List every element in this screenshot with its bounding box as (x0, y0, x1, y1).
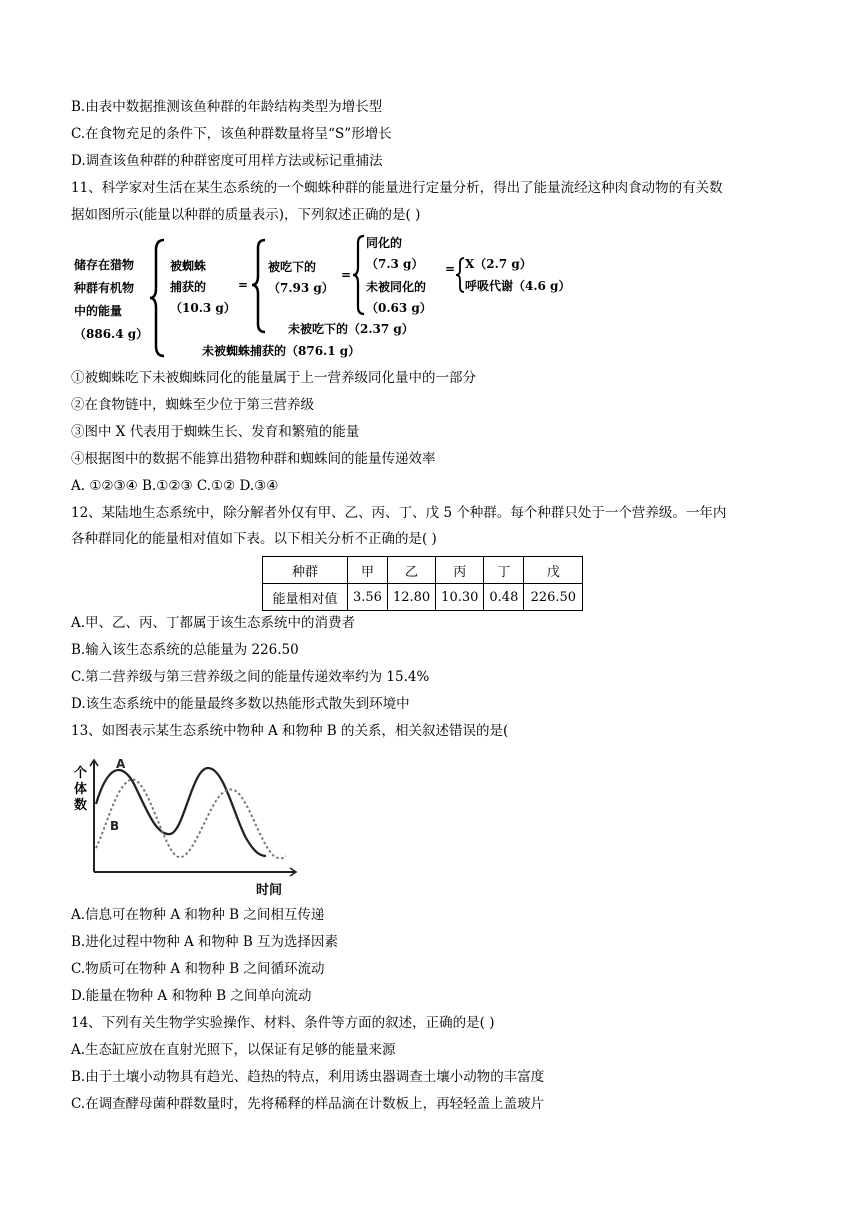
brace-caught (252, 238, 268, 334)
question-13-option-a: A.信息可在物种 A 和物种 B 之间相互传递 (71, 907, 325, 923)
x-axis-label: 时间 (256, 883, 283, 898)
question-13-option-d: D.能量在物种 A 和物种 B 之间单向流动 (71, 988, 312, 1004)
table-header-cell: 丁 (484, 557, 524, 584)
prey-energy-label: 储存在猎物 种群有机物 中的能量 （886.4 g） (74, 258, 149, 341)
question-14-option-b: B.由于土壤小动物具有趋光、趋热的特点，利用诱虫器调查土壤小动物的丰富度 (71, 1069, 545, 1085)
table-cell: 3.56 (348, 584, 388, 611)
question-13-option-c: C.物质可在物种 A 和物种 B 之间循环流动 (71, 961, 325, 977)
caught-label: 被蜘蛛 捕获的 （10.3 g） (170, 259, 236, 315)
table-header-cell: 乙 (387, 557, 435, 584)
statement-3: ③图中 X 代表用于蜘蛛生长、发育和繁殖的能量 (71, 424, 360, 440)
table-header-cell: 戊 (524, 557, 583, 584)
not-assimilated-label: 未被同化的 （0.63 g） (366, 280, 432, 315)
table-cell: 能量相对值 (263, 584, 348, 611)
brace-eaten (353, 234, 367, 316)
question-12-stem: 12、某陆地生态系统中，除分解者外仅有甲、乙、丙、丁、戊 5 个种群。每个种群只处于一个营养级。一年内 (71, 505, 727, 521)
not-eaten-label: 未被吃下的（2.37 g） (288, 322, 414, 336)
question-13-option-b: B.进化过程中物种 A 和物种 B 互为选择因素 (71, 934, 339, 950)
option-c-line: C.在食物充足的条件下，该鱼种群数量将呈“S”形增长 (71, 126, 392, 142)
statement-1: ①被蜘蛛吃下未被蜘蛛同化的能量属于上一营养级同化量中的一部分 (71, 370, 476, 386)
table-cell: 226.50 (524, 584, 583, 611)
equals-sign-1: = (238, 278, 249, 292)
eaten-label: 被吃下的 （7.93 g） (268, 260, 334, 295)
table-cell: 10.30 (436, 584, 484, 611)
question-14-option-c: C.在调查酵母菌种群数量时，先将稀释的样品滴在计数板上，再轻轻盖上盖玻片 (71, 1096, 545, 1112)
question-12-option-b: B.输入该生态系统的总能量为 226.50 (71, 642, 299, 658)
species-a-curve (96, 768, 266, 856)
assimilated-label: 同化的 （7.3 g） (366, 236, 424, 271)
question-12-option-a: A.甲、乙、丙、丁都属于该生态系统中的消费者 (71, 615, 356, 631)
equals-sign-3: = (445, 262, 456, 276)
energy-table (262, 556, 583, 611)
question-13-stem: 13、如图表示某生态系统中物种 A 和物种 B 的关系，相关叙述错误的是( (71, 723, 509, 739)
x-energy-label: X（2.7 g） (465, 257, 532, 271)
statement-4: ④根据图中的数据不能算出猎物种群和蜘蛛间的能量传递效率 (71, 451, 436, 467)
question-14-stem: 14、下列有关生物学实验操作、材料、条件等方面的叙述，正确的是( ) (71, 1015, 495, 1031)
option-d-line: D.调查该鱼种群的种群密度可用样方法或标记重捕法 (71, 153, 383, 169)
table-row (263, 584, 583, 611)
table-header-row (263, 557, 583, 584)
table-header-cell: 甲 (348, 557, 388, 584)
equals-sign-2: = (341, 268, 352, 282)
question-12-option-c: C.第二营养级与第三营养级之间的能量传递效率约为 15.4% (71, 669, 430, 685)
respiration-label: 呼吸代谢（4.6 g） (465, 279, 571, 293)
table-cell: 12.80 (387, 584, 435, 611)
y-axis-label: 个 体 数 (74, 766, 88, 813)
species-b-label: B (110, 819, 120, 833)
question-11-stem-cont: 据如图所示(能量以种群的质量表示)，下列叙述正确的是( ) (71, 207, 421, 223)
table-header-cell: 种群 (263, 557, 348, 584)
species-a-label: A (116, 757, 126, 771)
not-caught-label: 未被蜘蛛捕获的（876.1 g） (202, 344, 361, 358)
population-graph (70, 752, 310, 906)
question-14-option-a: A.生态缸应放在直射光照下，以保证有足够的能量来源 (71, 1042, 396, 1058)
statement-2: ②在食物链中，蜘蛛至少位于第三营养级 (71, 397, 314, 413)
question-11-options: A. ①②③④ B.①②③ C.①② D.③④ (71, 478, 279, 494)
option-b-line: B.由表中数据推测该鱼种群的年龄结构类型为增长型 (71, 99, 383, 115)
brace-prey (150, 238, 170, 358)
table-cell: 0.48 (484, 584, 524, 611)
question-12-option-d: D.该生态系统中的能量最终多数以热能形式散失到环境中 (71, 696, 410, 712)
question-11-stem: 11、科学家对生活在某生态系统的一个蜘蛛种群的能量进行定量分析，得出了能量流经这种肉食动物的有关数 (71, 180, 723, 196)
table-header-cell: 丙 (436, 557, 484, 584)
question-12-stem-cont: 各种群同化的能量相对值如下表。以下相关分析不正确的是( ) (71, 531, 437, 547)
